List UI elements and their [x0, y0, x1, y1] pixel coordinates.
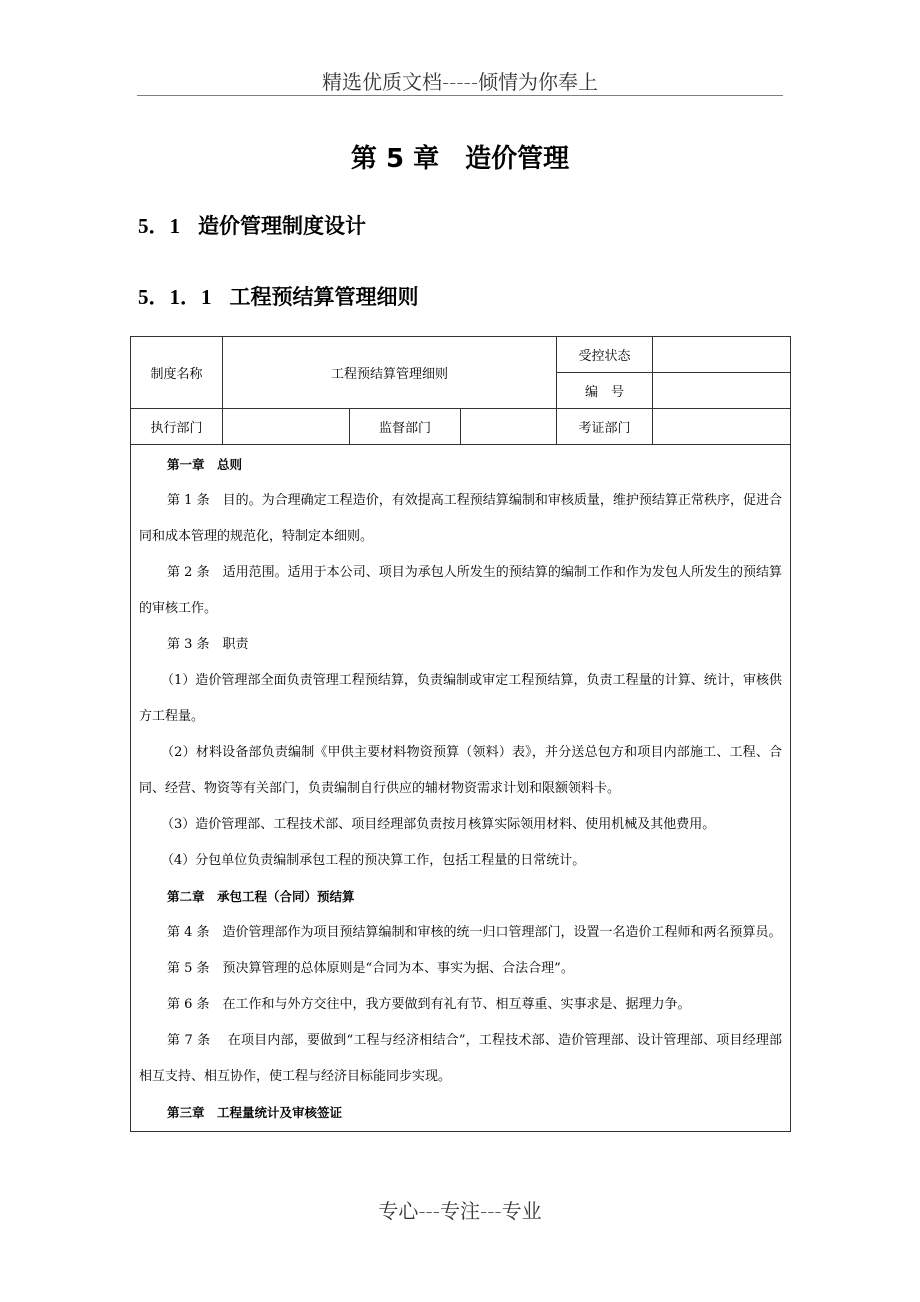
regulation-form-table: [130, 336, 791, 1132]
page-footer: 专心---专注---专业: [378, 1199, 542, 1223]
list-item: （3）造价管理部、工程技术部、项目经理部负责按月核算实际领用材料、使用机械及其他费用。: [161, 817, 716, 832]
supervise-dept-label: 监督部门: [350, 409, 461, 445]
control-status-value: [653, 337, 791, 373]
article: 第 1 条 目的。为合理确定工程造价，有效提高工程预结算编制和审核质量，维护预结算正常秩序，促进合同和成本管理的规范化，特制定本细则。: [139, 493, 783, 544]
number-value: [653, 373, 791, 409]
name-label: 制度名称: [131, 337, 223, 409]
supervise-dept-value: [461, 409, 557, 445]
chapter-heading: 第三章 工程量统计及审核签证: [167, 1105, 343, 1120]
chapter-heading: 第一章 总则: [167, 457, 243, 472]
section-title: 造价管理制度设计: [198, 214, 366, 238]
list-item: （2）材料设备部负责编制《甲供主要材料物资预算（领料）表》，并分送总包方和项目内部施工、工程、合同、经营、物资等有关部门，负责编制自行供应的辅材物资需求计划和限额领料卡。: [139, 745, 783, 796]
header-divider: [137, 95, 783, 96]
section-title: 工程预结算管理细则: [229, 285, 419, 309]
chapter-heading: 第二章 承包工程（合同）预结算: [167, 889, 355, 904]
article: 第 2 条 适用范围。适用于本公司、项目为承包人所发生的预结算的编制工作和作为发包人所发生的预结算的审核工作。: [139, 565, 783, 616]
article: 第 3 条 职责: [167, 637, 249, 652]
exec-dept-value: [223, 409, 350, 445]
list-item: （1）造价管理部全面负责管理工程预结算，负责编制或审定工程预结算，负责工程量的计算、统计，审核供方工程量。: [139, 673, 783, 724]
control-status-label: 受控状态: [557, 337, 653, 373]
chapter-title: 第 5 章 造价管理: [350, 144, 570, 174]
regulation-content: [131, 445, 790, 1131]
name-value: 工程预结算管理细则: [223, 337, 557, 409]
section-heading-5-1-1: [138, 281, 419, 311]
section-number: 5．1．1: [138, 285, 212, 309]
page-header: 精选优质文档-----倾情为你奉上: [321, 70, 599, 94]
article: 第 6 条 在工作和与外方交往中，我方要做到有礼有节、相互尊重、实事求是、据理力争。: [167, 997, 691, 1012]
article: 第 4 条 造价管理部作为项目预结算编制和审核的统一归口管理部门，设置一名造价工程师和两名预算员。: [167, 925, 782, 940]
eval-dept-label: 考证部门: [557, 409, 653, 445]
number-label: 编 号: [557, 373, 653, 409]
article: 第 7 条 在项目内部，要做到“工程与经济相结合”，工程技术部、造价管理部、设计管理部、项目经理部相互支持、相互协作，使工程与经济目标能同步实现。: [139, 1033, 783, 1084]
article: 第 5 条 预决算管理的总体原则是“合同为本、事实为据、合法合理”。: [167, 961, 574, 976]
eval-dept-value: [653, 409, 791, 445]
regulation-body: [131, 445, 791, 1132]
list-item: （4）分包单位负责编制承包工程的预决算工作，包括工程量的日常统计。: [161, 853, 586, 868]
section-number: 5．1: [138, 214, 180, 238]
section-heading-5-1: [138, 210, 366, 240]
exec-dept-label: 执行部门: [131, 409, 223, 445]
